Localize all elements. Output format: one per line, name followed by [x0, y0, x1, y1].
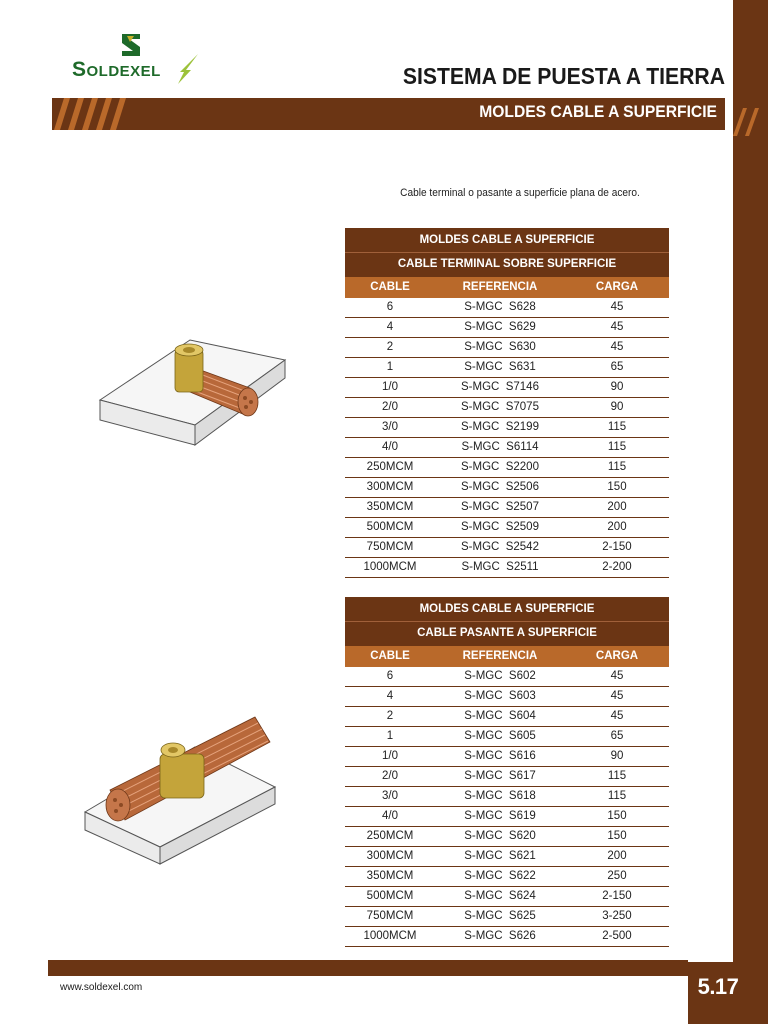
- cell-cable: 2: [386, 341, 394, 353]
- table-row: [345, 398, 669, 418]
- cell-referencia: S-MGC S620: [464, 830, 536, 842]
- cell-carga: 3-250: [602, 910, 632, 922]
- page-number: 5.17: [697, 974, 739, 999]
- table-row: [345, 338, 669, 358]
- cell-referencia: S-MGC S2509: [461, 521, 539, 533]
- cell-cable: 350MCM: [366, 501, 414, 513]
- cell-cable: 350MCM: [366, 870, 414, 882]
- cell-referencia: S-MGC S630: [464, 341, 536, 353]
- cell-cable: 1/0: [382, 750, 398, 762]
- cell-carga: 200: [607, 521, 627, 533]
- cell-referencia: S-MGC S2200: [461, 461, 539, 473]
- cell-carga: 2-200: [602, 561, 632, 573]
- cell-referencia: S-MGC S631: [464, 361, 536, 373]
- table-terminal: [345, 228, 669, 578]
- table-row: [345, 667, 669, 687]
- cell-cable: 3/0: [382, 790, 398, 802]
- cell-cable: 300MCM: [366, 481, 414, 493]
- cell-cable: 4: [386, 321, 394, 333]
- col-cable: CABLE: [370, 650, 410, 662]
- table-row: [345, 747, 669, 767]
- cell-carga: 90: [610, 381, 624, 393]
- cell-cable: 750MCM: [366, 541, 414, 553]
- page-title: SISTEMA DE PUESTA A TIERRA: [402, 63, 725, 89]
- cell-cable: 250MCM: [366, 830, 414, 842]
- col-cable: CABLE: [370, 281, 410, 293]
- cell-carga: 150: [607, 810, 627, 822]
- cell-referencia: S-MGC S629: [464, 321, 536, 333]
- cell-referencia: S-MGC S628: [464, 301, 536, 313]
- cell-carga: 45: [610, 710, 624, 722]
- table-row: [345, 358, 669, 378]
- table-through: [345, 597, 669, 947]
- cell-referencia: S-MGC S625: [464, 910, 536, 922]
- table-row: [345, 727, 669, 747]
- cell-referencia: S-MGC S6114: [461, 441, 539, 453]
- header-subtitle: MOLDES CABLE A SUPERFICIE: [479, 102, 717, 121]
- brand-name: Soldexel: [72, 58, 161, 81]
- cell-referencia: S-MGC S2506: [461, 481, 539, 493]
- table-row: [345, 558, 669, 578]
- cell-referencia: S-MGC S7146: [461, 381, 539, 393]
- cell-cable: 1000MCM: [363, 930, 417, 942]
- through-mold-illustration: [80, 712, 290, 872]
- table-column-header: [345, 277, 669, 298]
- table-body: [345, 667, 669, 947]
- cell-carga: 150: [607, 830, 627, 842]
- table-subtitle: CABLE PASANTE A SUPERFICIE: [345, 621, 669, 646]
- table-row: [345, 787, 669, 807]
- logo-swoosh-icon: [172, 52, 202, 86]
- cell-carga: 45: [610, 670, 624, 682]
- col-carga: CARGA: [595, 650, 639, 662]
- cell-referencia: S-MGC S603: [464, 690, 536, 702]
- cell-referencia: S-MGC S602: [464, 670, 536, 682]
- cell-carga: 45: [610, 321, 624, 333]
- col-referencia: REFERENCIA: [462, 281, 538, 293]
- cell-cable: 6: [386, 301, 394, 313]
- cell-carga: 90: [610, 401, 624, 413]
- table-body: [345, 298, 669, 578]
- terminal-mold-illustration: [95, 320, 325, 450]
- table-row: [345, 907, 669, 927]
- table-row: [345, 418, 669, 438]
- header-stripe-decoration: [52, 98, 132, 130]
- table-row: [345, 498, 669, 518]
- cell-referencia: S-MGC S618: [464, 790, 536, 802]
- caption: Cable terminal o pasante a superficie plana de acero.: [400, 187, 640, 199]
- cell-referencia: S-MGC S604: [464, 710, 536, 722]
- table-row: [345, 458, 669, 478]
- table-row: [345, 807, 669, 827]
- cell-referencia: S-MGC S624: [464, 890, 536, 902]
- footer-url-link[interactable]: www.soldexel.com: [60, 982, 143, 993]
- cell-cable: 1: [386, 361, 394, 373]
- cell-carga: 250: [607, 870, 627, 882]
- table-title: MOLDES CABLE A SUPERFICIE: [345, 597, 669, 621]
- cell-cable: 4/0: [382, 441, 398, 453]
- table-row: [345, 767, 669, 787]
- table-row: [345, 927, 669, 947]
- cell-referencia: S-MGC S2542: [461, 541, 539, 553]
- cell-cable: 250MCM: [366, 461, 414, 473]
- cell-referencia: S-MGC S617: [464, 770, 536, 782]
- cell-cable: 6: [386, 670, 394, 682]
- table-row: [345, 478, 669, 498]
- cell-referencia: S-MGC S622: [464, 870, 536, 882]
- table-row: [345, 378, 669, 398]
- table-row: [345, 887, 669, 907]
- cell-cable: 500MCM: [366, 521, 414, 533]
- cell-referencia: S-MGC S7075: [461, 401, 539, 413]
- cell-carga: 115: [607, 421, 627, 433]
- cell-carga: 2-500: [602, 930, 632, 942]
- table-subtitle: CABLE TERMINAL SOBRE SUPERFICIE: [345, 252, 669, 277]
- table-row: [345, 827, 669, 847]
- cell-referencia: S-MGC S2511: [461, 561, 539, 573]
- cell-referencia: S-MGC S616: [464, 750, 536, 762]
- table-row: [345, 298, 669, 318]
- cell-carga: 115: [607, 790, 627, 802]
- soldexel-logo-icon: [118, 30, 148, 60]
- cell-referencia: S-MGC S626: [464, 930, 536, 942]
- cell-cable: 4: [386, 690, 394, 702]
- cell-cable: 300MCM: [366, 850, 414, 862]
- cell-carga: 2-150: [602, 541, 632, 553]
- cell-cable: 1000MCM: [363, 561, 417, 573]
- right-stripe-decoration: [733, 108, 768, 136]
- cell-carga: 115: [607, 441, 627, 453]
- cell-cable: 1: [386, 730, 394, 742]
- cell-carga: 90: [610, 750, 624, 762]
- cell-carga: 200: [607, 850, 627, 862]
- cell-carga: 2-150: [602, 890, 632, 902]
- cell-carga: 45: [610, 690, 624, 702]
- col-carga: CARGA: [595, 281, 639, 293]
- cell-carga: 45: [610, 301, 624, 313]
- table-row: [345, 687, 669, 707]
- table-row: [345, 707, 669, 727]
- cell-referencia: S-MGC S619: [464, 810, 536, 822]
- cell-referencia: S-MGC S621: [464, 850, 536, 862]
- cell-cable: 750MCM: [366, 910, 414, 922]
- col-referencia: REFERENCIA: [462, 650, 538, 662]
- table-row: [345, 867, 669, 887]
- cell-referencia: S-MGC S2199: [461, 421, 539, 433]
- cell-carga: 200: [607, 501, 627, 513]
- table-row: [345, 847, 669, 867]
- cell-referencia: S-MGC S2507: [461, 501, 539, 513]
- right-edge-strip: [733, 0, 768, 1024]
- cell-carga: 115: [607, 770, 627, 782]
- cell-carga: 150: [607, 481, 627, 493]
- cell-carga: 45: [610, 341, 624, 353]
- table-title: MOLDES CABLE A SUPERFICIE: [345, 228, 669, 252]
- cell-cable: 3/0: [382, 421, 398, 433]
- cell-carga: 65: [610, 361, 624, 373]
- table-row: [345, 518, 669, 538]
- cell-carga: 115: [607, 461, 627, 473]
- cell-cable: 2/0: [382, 770, 398, 782]
- footer-bar: [48, 960, 688, 976]
- table-row: [345, 318, 669, 338]
- cell-carga: 65: [610, 730, 624, 742]
- cell-cable: 1/0: [382, 381, 398, 393]
- cell-cable: 2: [386, 710, 394, 722]
- table-row: [345, 538, 669, 558]
- cell-cable: 500MCM: [366, 890, 414, 902]
- cell-cable: 4/0: [382, 810, 398, 822]
- table-column-header: [345, 646, 669, 667]
- cell-referencia: S-MGC S605: [464, 730, 536, 742]
- table-row: [345, 438, 669, 458]
- cell-cable: 2/0: [382, 401, 398, 413]
